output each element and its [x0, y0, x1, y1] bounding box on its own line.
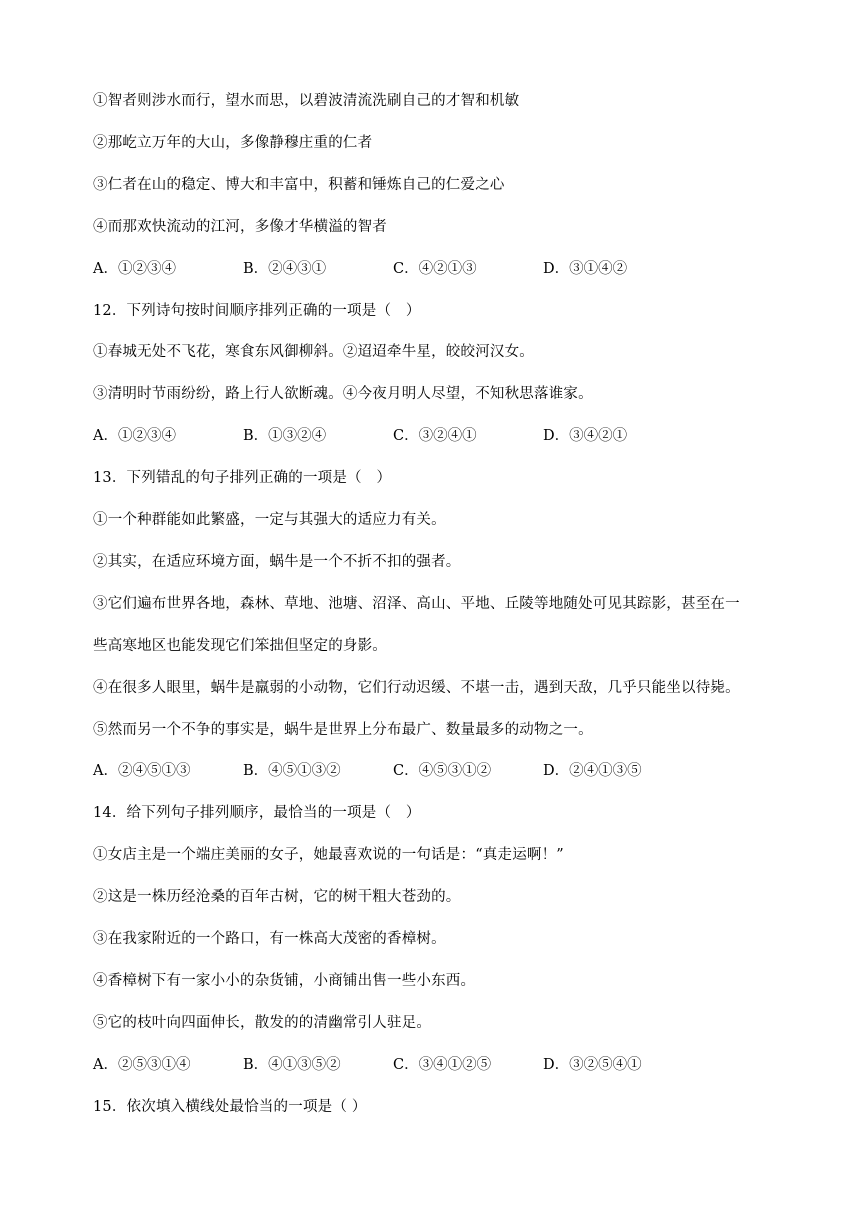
text-line: ④香樟树下有一家小小的杂货铺，小商铺出售一些小东西。: [93, 973, 476, 989]
text-line: ④而那欢快流动的江河，多像才华横溢的智者: [93, 219, 387, 235]
answer-option: D．③②⑤④①: [543, 1057, 642, 1073]
text-line: ①智者则涉水而行，望水而思，以碧波清流洗刷自己的才智和机敏: [93, 93, 520, 109]
answer-option: B．①③②④: [243, 428, 327, 444]
answer-option: D．③①④②: [543, 261, 628, 277]
answer-option: C．④②①③: [393, 261, 477, 277]
answer-option: B．②④③①: [243, 261, 327, 277]
answer-option: A．①②③④: [93, 261, 176, 277]
answer-option: B．④⑤①③②: [243, 763, 341, 779]
text-line: 些高寒地区也能发现它们笨拙但坚定的身影。: [93, 638, 387, 654]
text-line: 14．给下列句子排列顺序，最恰当的一项是（ ）: [93, 805, 421, 821]
text-line: ③仁者在山的稳定、博大和丰富中，积蓄和锤炼自己的仁爱之心: [93, 177, 505, 193]
text-line: 12．下列诗句按时间顺序排列正确的一项是（ ）: [93, 303, 421, 319]
text-line: ④在很多人眼里，蜗牛是羸弱的小动物，它们行动迟缓、不堪一击，遇到天敌，几乎只能坐以待毙。: [93, 680, 740, 696]
answer-option: B．④①③⑤②: [243, 1057, 341, 1073]
answer-option: A．①②③④: [93, 428, 176, 444]
text-line: ③它们遍布世界各地，森林、草地、池塘、沼泽、高山、平地、丘陵等地随处可见其踪影，甚至在一: [93, 596, 740, 612]
answer-option: A．②⑤③①④: [93, 1057, 191, 1073]
text-line: ①春城无处不飞花，寒食东风御柳斜。②迢迢牵牛星，皎皎河汉女。: [93, 344, 534, 360]
text-line: ②那屹立万年的大山，多像静穆庄重的仁者: [93, 135, 373, 151]
text-line: ③清明时节雨纷纷，路上行人欲断魂。④今夜月明人尽望，不知秋思落谁家。: [93, 386, 593, 402]
text-line: ①一个种群能如此繁盛，一定与其强大的适应力有关。: [93, 512, 446, 528]
text-line: ⑤然而另一个不争的事实是，蜗牛是世界上分布最广、数量最多的动物之一。: [93, 722, 593, 738]
text-line: ⑤它的枝叶向四面伸长，散发的的清幽常引人驻足。: [93, 1015, 432, 1031]
answer-option: C．③②④①: [393, 428, 477, 444]
answer-option: C．③④①②⑤: [393, 1057, 492, 1073]
text-line: ②这是一株历经沧桑的百年古树，它的树干粗大苍劲的。: [93, 889, 461, 905]
text-line: ③在我家附近的一个路口，有一株高大茂密的香樟树。: [93, 931, 446, 947]
answer-option: D．③④②①: [543, 428, 628, 444]
answer-option: A．②④⑤①③: [93, 763, 191, 779]
text-line: 15．依次填入横线处最恰当的一项是（ ）: [93, 1099, 367, 1115]
text-line: ②其实，在适应环境方面，蜗牛是一个不折不扣的强者。: [93, 554, 461, 570]
text-line: ①女店主是一个端庄美丽的女子，她最喜欢说的一句话是：“真走运啊！”: [93, 847, 564, 863]
text-line: 13．下列错乱的句子排列正确的一项是（ ）: [93, 470, 392, 486]
answer-option: D．②④①③⑤: [543, 763, 642, 779]
answer-option: C．④⑤③①②: [393, 763, 492, 779]
